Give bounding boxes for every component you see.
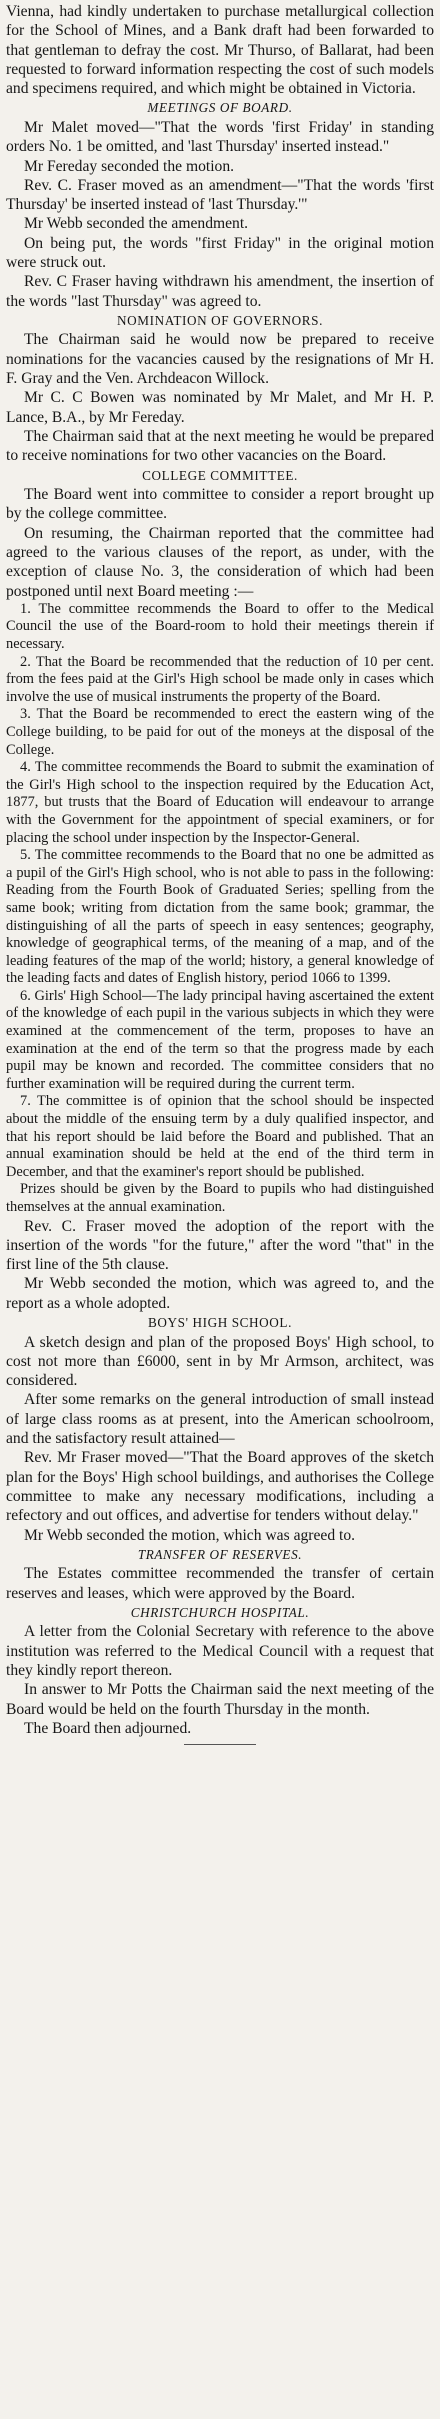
paragraph: Mr Webb seconded the amendment. <box>24 215 249 233</box>
section-heading: NOMINATION OF GOVERNORS. <box>117 312 323 328</box>
section-heading: MEETINGS OF BOARD. <box>147 100 293 116</box>
paragraph: A sketch design and plan of the proposed Boys' High school, to cost not more than £6000, sent in by Mr Armson, architect, was considered. <box>6 1333 434 1390</box>
paragraph: The Chairman said he would now be prepared to receive nominations for the vacancies caused by the resignations of Mr H. F. Gray and the Ven. Archdeacon Willock. <box>6 331 434 388</box>
newspaper-article <box>6 0 434 1745</box>
paragraph: The Chairman said that at the next meeting he would be prepared to receive nominations for two other vacancies on the Board. <box>6 427 434 465</box>
end-rule <box>184 1744 256 1745</box>
report-clause: 2. That the Board be recommended that the reduction of 10 per cent. from the fees paid at the Girl's High school be made only in cases which involve the use of musical instruments the property of the Board. <box>6 653 434 705</box>
paragraph: Mr C. C Bowen was nominated by Mr Malet, and Mr H. P. Lance, B.A., by Mr Fereday. <box>6 389 434 426</box>
paragraph: On being put, the words "first Friday" in the original motion were struck out. <box>6 234 434 272</box>
paragraph: Mr Webb seconded the motion, which was agreed to, and the report as a whole adopted. <box>6 1275 434 1312</box>
report-clause: 6. Girls' High School—The lady principal having ascertained the extent of the knowledge of each pupil in the various subjects in which they were examined at the commencement of the term, proposes to have an examination at the end of the term so that the progress made by each pupil may be known and recorded. The committee considers that no further examination will be required during the current term. <box>6 987 434 1092</box>
section-heading: BOYS' HIGH SCHOOL. <box>148 1315 292 1331</box>
paragraph: The Board went into committee to consider a report brought up by the college committee. <box>6 486 434 523</box>
paragraph: Rev. Mr Fraser moved—"That the Board approves of the sketch plan for the Boys' High school buildings, and authorises the College committee to make any necessary modifications, including a refectory and out offices, and advertise for tenders without delay." <box>6 1449 434 1525</box>
report-clause: Prizes should be given by the Board to pupils who had distinguished themselves at the annual examination. <box>6 1181 434 1215</box>
section-heading: COLLEGE COMMITTEE. <box>142 467 298 483</box>
paragraph: After some remarks on the general introduction of small instead of large class rooms as at present, into the American schoolroom, and the satisfactory result attained— <box>6 1391 434 1448</box>
paragraph: Mr Fereday seconded the motion. <box>24 157 235 175</box>
paragraph: Rev. C. Fraser moved as an amendment—"That the words 'first Thursday' be inserted instead of 'last Thursday.'" <box>6 176 434 214</box>
paragraph: Mr Malet moved—"That the words 'first Friday' in standing orders No. 1 be omitted, and 'last Thursday' inserted instead." <box>6 118 434 156</box>
paragraph: Rev. C. Fraser moved the adoption of the report with the insertion of the words "for the future," after the word "that" in the first line of the 5th clause. <box>6 1217 434 1274</box>
report-clause: 4. The committee recommends the Board to submit the examination of the Girl's High school to the inspection required by the Education Act, 1877, but trusts that the Board of Education will endeavour to arrange with the Government for the appointment of special examiners, or for placing the school under inspection by the Inspector-General. <box>6 759 434 846</box>
paragraph: Vienna, had kindly undertaken to purchase metallurgical collection for the School of Mines, and a Bank draft had been forwarded to that gentleman to defray the cost. Mr Thurso, of Ballarat, had been requested to forward information respecting the cost of such models and specimens required, and which might be obtained in Victoria. <box>6 3 434 98</box>
section-heading: TRANSFER OF RESERVES. <box>137 1546 303 1562</box>
report-clause: 1. The committee recommends the Board to offer to the Medical Council the use of the Board-room to hold their meetings therein if necessary. <box>6 600 434 652</box>
paragraph: The Estates committee recommended the transfer of certain reserves and leases, which were approved by the Board. <box>6 1565 434 1602</box>
section-heading: CHRISTCHURCH HOSPITAL. <box>130 1604 310 1620</box>
paragraph: On resuming, the Chairman reported that the committee had agreed to the various clauses of the report, as under, with the exception of clause No. 3, the consideration of which had been postponed until next Board meeting :— <box>6 524 434 600</box>
report-clause: 5. The committee recommends to the Board that no one be admitted as a pupil of the Girl's High school, who is not able to pass in the following: Reading from the Fourth Book of Graduated Series; spelling from the same book; writing from dictation from the same book; grammar, the distinguishing of all the parts of speech in easy sentences; geography, knowledge of geographical terms, of the meaning of a map, and of the leading features of the map of the world; history, a general knowledge of the leading facts and dates of English history, period 1066 to 1399. <box>6 847 434 987</box>
report-clause: 3. That the Board be recommended to erect the eastern wing of the College building, to be paid for out of the moneys at the disposal of the College. <box>6 706 434 758</box>
paragraph: A letter from the Colonial Secretary with reference to the above institution was referred to the Medical Council with a request that they kindly report thereon. <box>6 1623 434 1680</box>
paragraph: Rev. C Fraser having withdrawn his amendment, the insertion of the words "last Thursday" was agreed to. <box>6 273 434 310</box>
report-clause: 7. The committee is of opinion that the school should be inspected about the middle of the ensuing term by a duly qualified inspector, and that his report should be laid before the Board and published. That an annual examination should be held at the end of the third term in December, and that the examiner's report should be published. <box>6 1093 434 1180</box>
paragraph: The Board then adjourned. <box>24 1719 192 1737</box>
paragraph: In answer to Mr Potts the Chairman said the next meeting of the Board would be held on the fourth Thursday in the month. <box>6 1681 434 1718</box>
paragraph: Mr Webb seconded the motion, which was agreed to. <box>24 1526 356 1544</box>
